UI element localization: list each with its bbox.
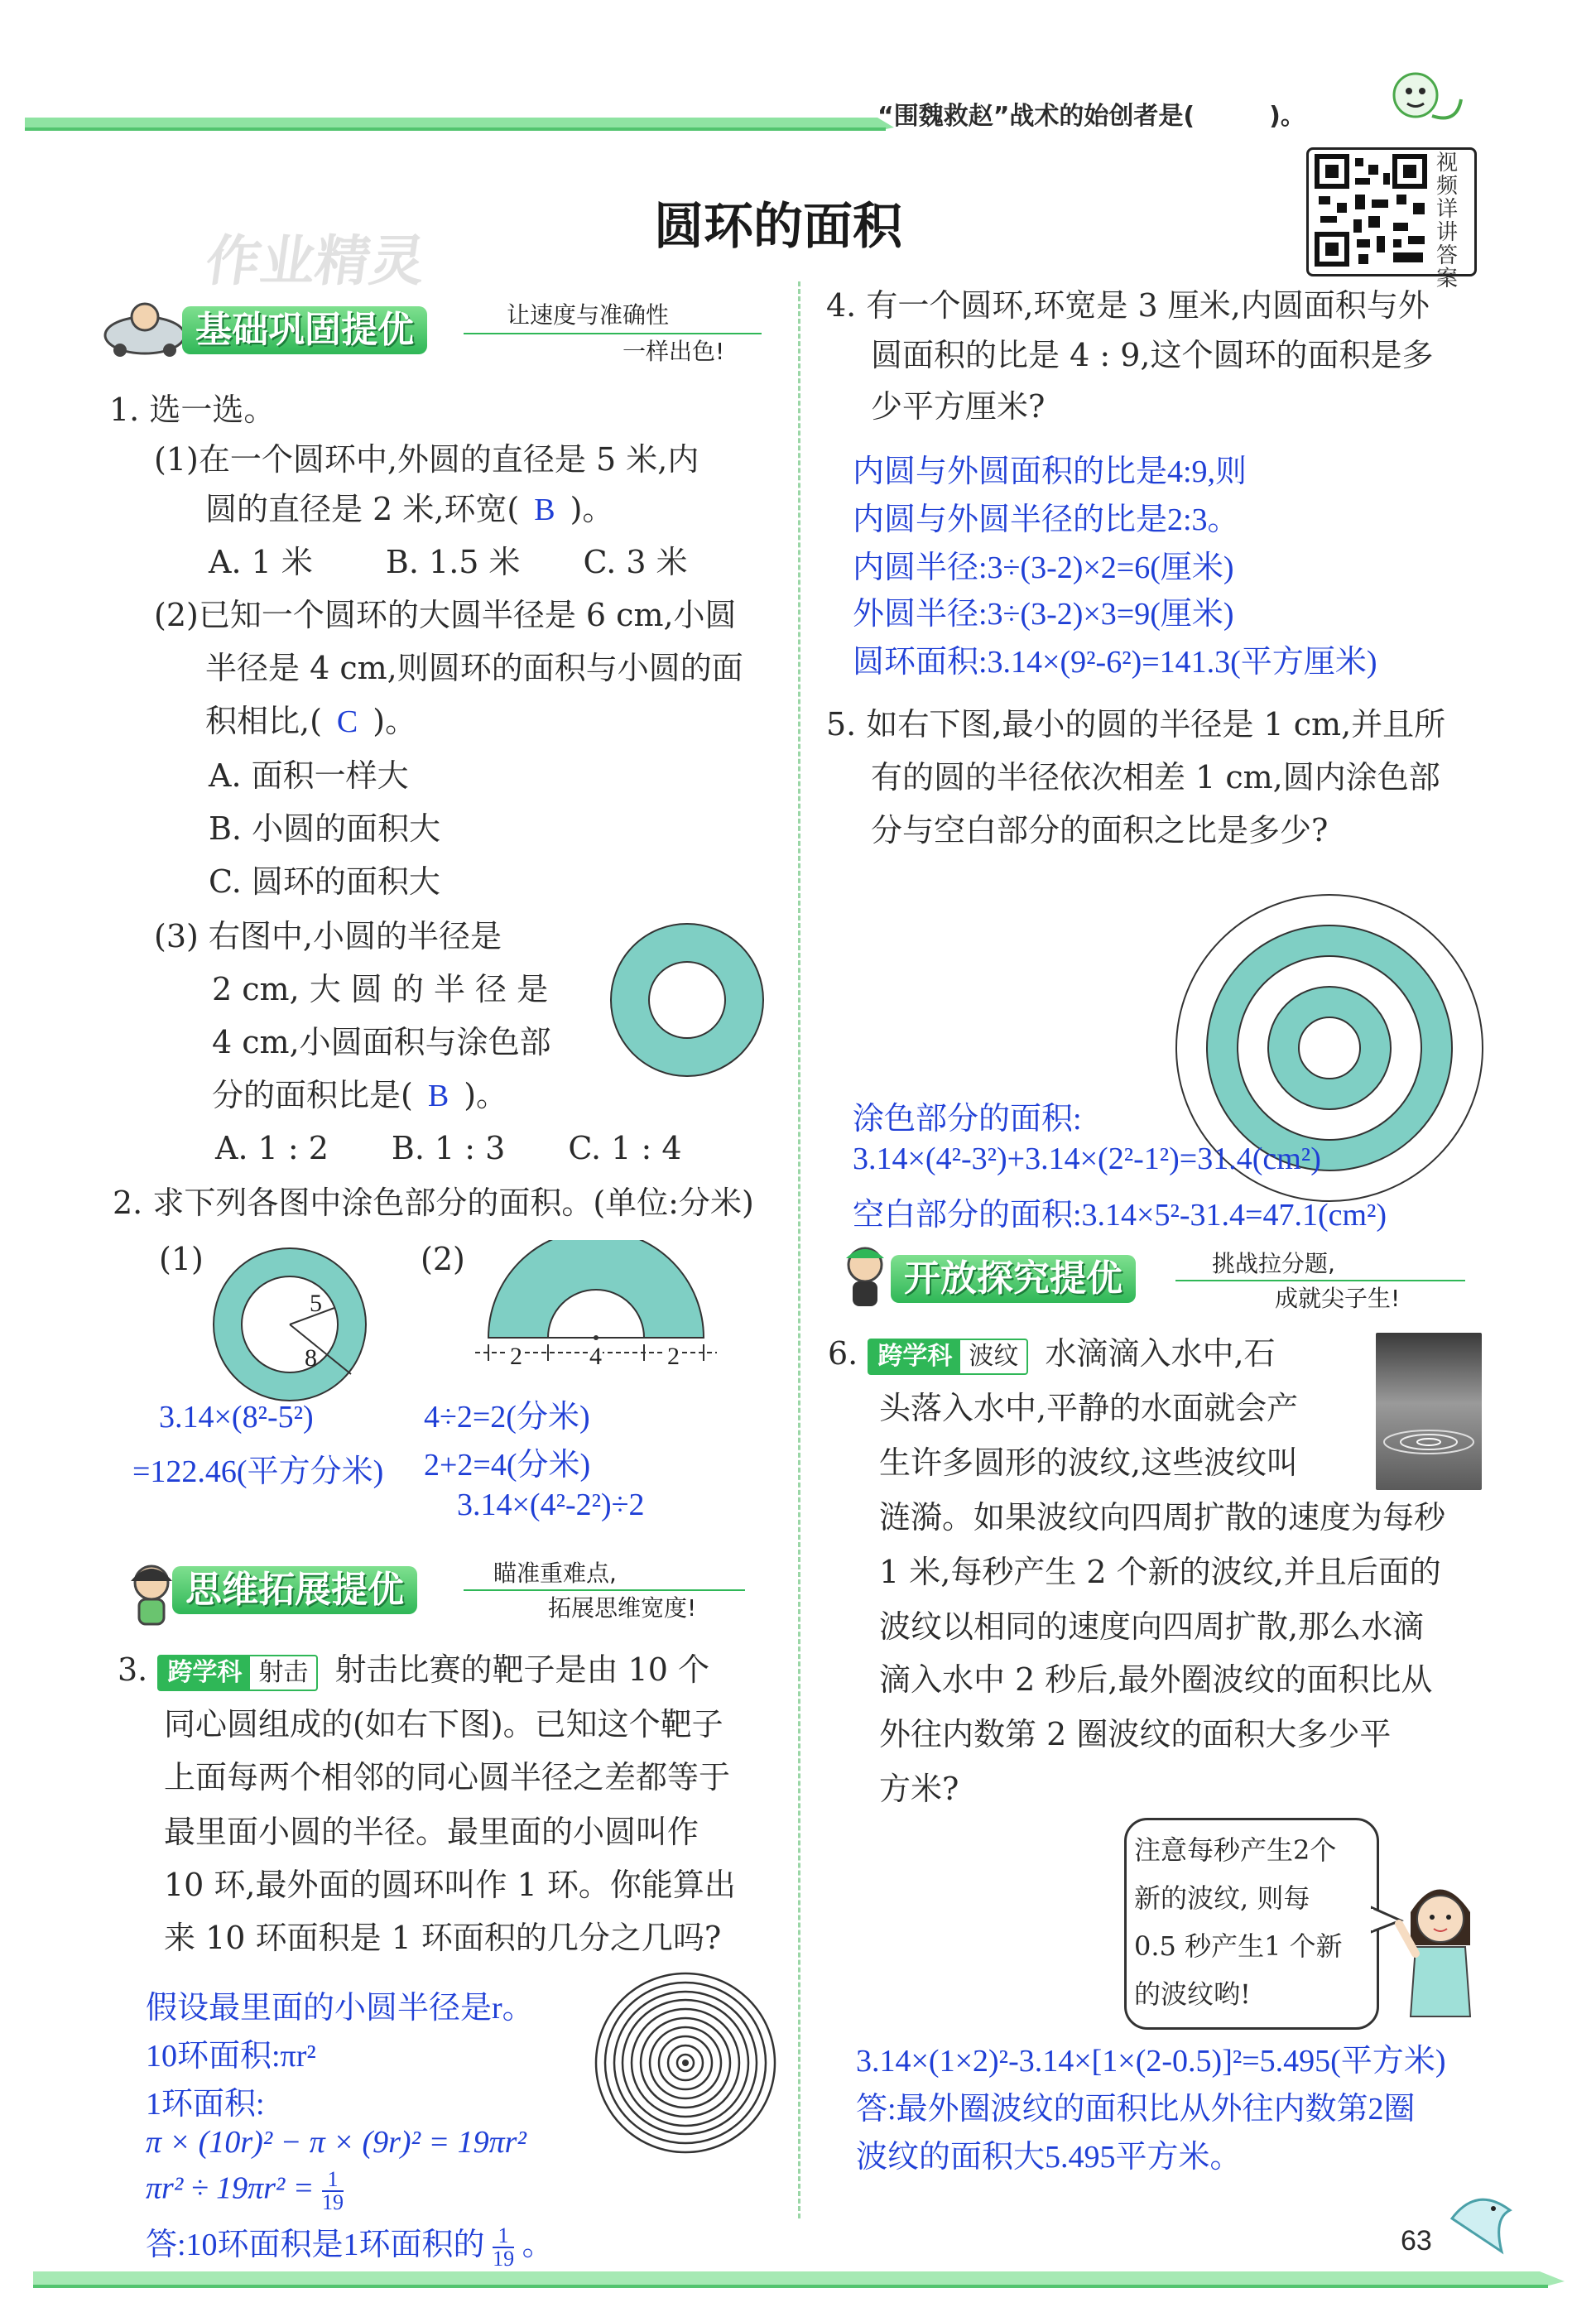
monkey-mascot-icon xyxy=(1382,66,1473,141)
q6-line6: 波纹以相同的速度向四周扩散,那么水滴 xyxy=(879,1608,1425,1645)
q5-line3: 分与空白部分的面积之比是多少? xyxy=(871,812,1329,848)
q3-answer-line2: 10环面积:πr² xyxy=(146,2039,316,2074)
q1-title: 1. 选一选。 xyxy=(109,392,276,428)
q6-line3: 生许多圆形的波纹,这些波纹叫 xyxy=(879,1444,1299,1481)
q2-answer1-line2: =122.46(平方分米) xyxy=(132,1454,384,1489)
q1-p3-line1: (3) 右图中,小圆的半径是 xyxy=(154,918,502,954)
q3-answer-line6: 答:10环面积是1环面积的 $\frac{1}{19}$ 。 xyxy=(146,2223,554,2271)
q1-p2-line3: 积相比,( C )。 xyxy=(205,703,417,739)
q6-line9: 方米? xyxy=(879,1771,959,1807)
q1-ring-figure xyxy=(604,917,770,1083)
section-underline-explore xyxy=(1175,1280,1465,1281)
q6-answer-line1: 3.14×(1×2)²-3.14×[1×(2-0.5)]²=5.495(平方米) xyxy=(856,2044,1446,2079)
q3-line5: 10 环,最外面的圆环叫作 1 环。你能算出 xyxy=(164,1867,736,1903)
q1-p2-line2: 半径是 4 cm,则圆环的面积与小圆的面 xyxy=(205,650,743,686)
q3-line4: 最里面小圆的半径。最里面的小圆叫作 xyxy=(164,1814,699,1850)
section-underline-thinking xyxy=(464,1589,745,1591)
hint-line2: 新的波纹, 则每 xyxy=(1134,1882,1310,1914)
q4-line2: 圆面积的比是 4 : 9,这个圆环的面积是多 xyxy=(871,337,1434,373)
section-underline-basic xyxy=(464,333,762,334)
q6-line4: 涟漪。如果波纹向四周扩散的速度为每秒 xyxy=(879,1499,1446,1536)
header-quiz: “围魏救赵”战术的始创者是( )。 xyxy=(877,102,1305,131)
q2-fig2-d3: 2 xyxy=(667,1343,680,1370)
q2-fig2-d2: 4 xyxy=(589,1343,602,1370)
q1-p1-line1: (1)在一个圆环中,外圆的直径是 5 米,内 xyxy=(154,441,699,478)
q1-p2-answer: C xyxy=(336,704,358,739)
q6-line8: 外往内数第 2 圈波纹的面积大多少平 xyxy=(879,1716,1392,1752)
q2-answer2-line3: 3.14×(4²-2²)÷2 xyxy=(457,1488,645,1522)
section-banner-thinking: 思维拓展提优 xyxy=(172,1566,417,1614)
q6-line5: 1 米,每秒产生 2 个新的波纹,并且后面的 xyxy=(879,1554,1441,1590)
q5-answer-line2: 3.14×(4²-3²)+3.14×(2²-1²)=31.4(cm²) xyxy=(853,1142,1321,1176)
section-note-basic-2: 一样出色! xyxy=(623,338,725,365)
header-band xyxy=(0,106,1596,139)
q2-answer2-line1: 4÷2=2(分米) xyxy=(424,1400,590,1435)
q3-line2: 同心圆组成的(如右下图)。已知这个靶子 xyxy=(164,1706,723,1742)
q6-line1: 6. 跨学科 波纹 水滴滴入水中,石 xyxy=(828,1326,1276,1381)
section-note-explore-1: 挑战拉分题, xyxy=(1212,1250,1335,1277)
q1-p2-option-c: C. 圆环的面积大 xyxy=(209,863,440,900)
q3-target-figure xyxy=(593,1970,778,2156)
q6-subject-tag: 跨学科 波纹 xyxy=(868,1339,1028,1375)
q2-fig1-r1: 5 xyxy=(310,1290,322,1317)
section-note-thinking-1: 瞄准重难点, xyxy=(493,1560,617,1587)
q4-answer-line3: 内圆半径:3÷(3-2)×2=6(厘米) xyxy=(853,550,1234,585)
section-note-explore-2: 成就尖子生! xyxy=(1275,1285,1401,1312)
q6-line7: 滴入水中 2 秒后,最外圈波纹的面积比从 xyxy=(879,1661,1433,1698)
q1-p1-answer: B xyxy=(534,493,555,527)
q3-line1: 3. 跨学科 射击 射击比赛的靶子是由 10 个 xyxy=(118,1642,709,1697)
qr-label: 视频详讲答案 xyxy=(1436,151,1459,291)
q1-p3-line4: 分的面积比是( B )。 xyxy=(212,1077,508,1113)
q4-answer-line4: 外圆半径:3÷(3-2)×3=9(厘米) xyxy=(853,597,1234,632)
q4-answer-line1: 内圆与外圆面积的比是4:9,则 xyxy=(853,454,1247,489)
q4-answer-line2: 内圆与外圆半径的比是2:3。 xyxy=(853,502,1239,537)
hint-line4: 的波纹哟! xyxy=(1134,1978,1251,2010)
ripple-icon xyxy=(1376,1333,1482,1490)
q1-p2-option-b: B. 小圆的面积大 xyxy=(209,810,441,847)
section-note-thinking-2: 拓展思维宽度! xyxy=(548,1594,697,1622)
page-title: 圆环的面积 xyxy=(654,198,902,256)
q2-answer1-line1: 3.14×(8²-5²) xyxy=(159,1400,314,1435)
car-mascot-icon xyxy=(99,294,190,360)
q3-answer-line1: 假设最里面的小圆半径是r。 xyxy=(146,1991,534,2026)
q5-line2: 有的圆的半径依次相差 1 cm,圆内涂色部 xyxy=(871,759,1440,796)
q1-p1-line2: 圆的直径是 2 米,环宽( B )。 xyxy=(205,491,614,527)
q2-answer2-line2: 2+2=4(分米) xyxy=(424,1448,591,1483)
q5-line1: 5. 如右下图,最小的圆的半径是 1 cm,并且所 xyxy=(826,706,1446,743)
q3-answer-line3: 1环面积: xyxy=(146,2087,265,2122)
section-note-basic-1: 让速度与准确性 xyxy=(507,301,670,329)
q3-line3: 上面每两个相邻的同心圆半径之差都等于 xyxy=(164,1759,731,1795)
q1-p3-line3: 4 cm,小圆面积与涂色部 xyxy=(212,1024,551,1060)
q2-fig2-label: (2) xyxy=(421,1241,465,1277)
section-banner-explore: 开放探究提优 xyxy=(891,1255,1136,1303)
q1-p2-option-a: A. 面积一样大 xyxy=(209,757,409,794)
section-banner-basic: 基础巩固提优 xyxy=(182,306,427,354)
q1-p3-options: A. 1 : 2 B. 1 : 3 C. 1 : 4 xyxy=(215,1130,682,1166)
q1-p3-answer: B xyxy=(427,1079,449,1113)
hint-line3: 0.5 秒产生1 个新 xyxy=(1134,1930,1343,1962)
q6-water-photo xyxy=(1376,1333,1482,1490)
q5-answer-line3: 空白部分的面积:3.14×5²-31.4=47.1(cm²) xyxy=(853,1198,1387,1233)
q6-answer-line2: 答:最外圈波纹的面积比从外往内数第2圈 xyxy=(856,2092,1416,2127)
q2-fig2-half-ring xyxy=(464,1240,728,1381)
q3-line6: 来 10 环面积是 1 环面积的几分之几吗? xyxy=(164,1920,722,1956)
footer-band xyxy=(0,2263,1596,2296)
q3-subject-tag: 跨学科 射击 xyxy=(157,1655,318,1691)
q2-fig1-r2: 8 xyxy=(305,1344,317,1372)
hint-line1: 注意每秒产生2个 xyxy=(1134,1834,1337,1866)
q1-p2-line1: (2)已知一个圆环的大圆半径是 6 cm,小圆 xyxy=(154,597,737,633)
q2-fig2-d1: 2 xyxy=(510,1343,522,1370)
q2-fig1-label: (1) xyxy=(159,1241,204,1277)
q4-line1: 4. 有一个圆环,环宽是 3 厘米,内圆面积与外 xyxy=(826,287,1430,324)
page-number: 63 xyxy=(1401,2225,1432,2257)
column-divider xyxy=(798,281,800,2218)
q2-title: 2. 求下列各图中涂色部分的面积。(单位:分米) xyxy=(113,1185,754,1221)
q3-answer-line4: π × (10r)² − π × (9r)² = 19πr² xyxy=(146,2125,526,2160)
girl-helper-icon xyxy=(1394,1871,1485,2020)
q6-line2: 头落入水中,平静的水面就会产 xyxy=(879,1390,1299,1426)
qr-code-box[interactable] xyxy=(1306,147,1477,291)
watermark: 作业精灵 xyxy=(201,229,430,293)
q2-fig1-ring xyxy=(207,1242,373,1407)
q3-answer-line5: πr² ÷ 19πr² = $\frac{1}{19}$ xyxy=(146,2167,344,2214)
q6-answer-line3: 波纹的面积大5.495平方米。 xyxy=(856,2140,1242,2175)
q5-answer-line1: 涂色部分的面积: xyxy=(853,1102,1082,1137)
qr-code-icon xyxy=(1314,153,1430,269)
dolphin-icon xyxy=(1444,2185,1518,2268)
q1-p1-options: A. 1 米 B. 1.5 米 C. 3 米 xyxy=(209,544,688,580)
q4-answer-line5: 圆环面积:3.14×(9²-6²)=141.3(平方厘米) xyxy=(853,645,1377,680)
q1-p3-line2: 2 cm, 大 圆 的 半 径 是 xyxy=(212,971,549,1007)
q4-line3: 少平方厘米? xyxy=(871,388,1046,425)
